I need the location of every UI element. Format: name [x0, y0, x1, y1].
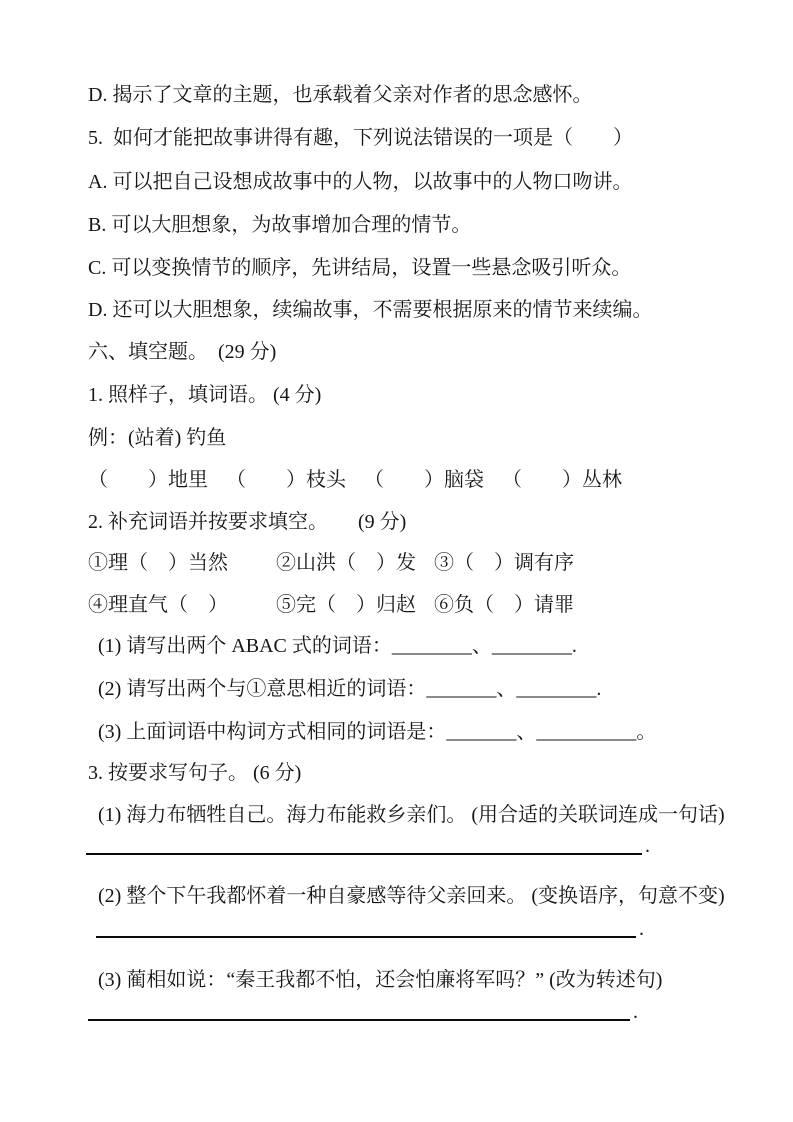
q3-subquestion-2: (2) 整个下午我都怀着一种自豪感等待父亲回来。 (变换语序，句意不变) [98, 885, 725, 907]
q2-idiom-3: ③（ ）调有序 [434, 552, 574, 574]
section-six-heading: 六、填空题。 (29 分) [88, 341, 277, 363]
q2-idiom-row1 [88, 550, 574, 577]
option-line-d-prev: D. 揭示了文章的主题，也承载着父亲对作者的思念感怀。 [88, 84, 593, 106]
q1-blank-item: （ ）脑袋 [364, 469, 484, 491]
q1-example: 例：(站着) 钓鱼 [88, 427, 227, 449]
q1-title: 1. 照样子，填词语。 (4 分) [88, 384, 322, 406]
q2-subquestion-2: (2) 请写出两个与①意思相近的词语：_______、________. [98, 678, 602, 700]
blank-rule [96, 915, 636, 938]
q2-idiom-2: ②山洪（ ）发 [276, 552, 416, 574]
answer-line-period: . [645, 835, 650, 857]
q2-idiom-6: ⑥负（ ）请罪 [434, 594, 574, 616]
q1-blank-item: （ ）丛林 [502, 469, 622, 491]
q1-blank-row [88, 467, 622, 494]
answer-line-period: . [633, 1001, 638, 1023]
q2-subquestion-1: (1) 请写出两个 ABAC 式的词语：________、________. [98, 635, 577, 657]
q2-idiom-4: ④理直气（ ） [88, 594, 228, 616]
answer-line-period: . [639, 918, 644, 940]
question5-stem: 5. 如何才能把故事讲得有趣，下列说法错误的一项是（ ） [88, 127, 633, 149]
q3-subquestion-3: (3) 蔺相如说：“秦王我都不怕，还会怕廉将军吗？” (改为转述句) [98, 969, 663, 991]
answer-blank-line [88, 998, 638, 1021]
q2-idiom-1: ①理（ ）当然 [88, 552, 228, 574]
question5-option-c: C. 可以变换情节的顺序，先讲结局，设置一些悬念吸引听众。 [88, 257, 632, 279]
q2-subquestion-3: (3) 上面词语中构词方式相同的词语是：_______、__________。 [98, 721, 657, 743]
question5-option-a: A. 可以把自己设想成故事中的人物，以故事中的人物口吻讲。 [88, 171, 633, 193]
q1-blank-item: （ ）地里 [88, 469, 208, 491]
question5-option-d: D. 还可以大胆想象，续编故事，不需要根据原来的情节来续编。 [88, 299, 653, 321]
q2-title: 2. 补充词语并按要求填空。 (9 分) [88, 511, 407, 533]
blank-rule [86, 832, 642, 855]
q3-title: 3. 按要求写句子。 (6 分) [88, 762, 302, 784]
q2-idiom-row2 [88, 592, 574, 619]
q1-blank-item: （ ）枝头 [226, 469, 346, 491]
question5-option-b: B. 可以大胆想象，为故事增加合理的情节。 [88, 214, 472, 236]
q3-subquestion-1: (1) 海力布牺牲自己。海力布能救乡亲们。 (用合适的关联词连成一句话) [98, 804, 725, 826]
blank-rule [88, 998, 630, 1021]
answer-blank-line [96, 915, 644, 938]
q2-idiom-5: ⑤完（ ）归赵 [276, 594, 416, 616]
answer-blank-line [86, 832, 650, 855]
